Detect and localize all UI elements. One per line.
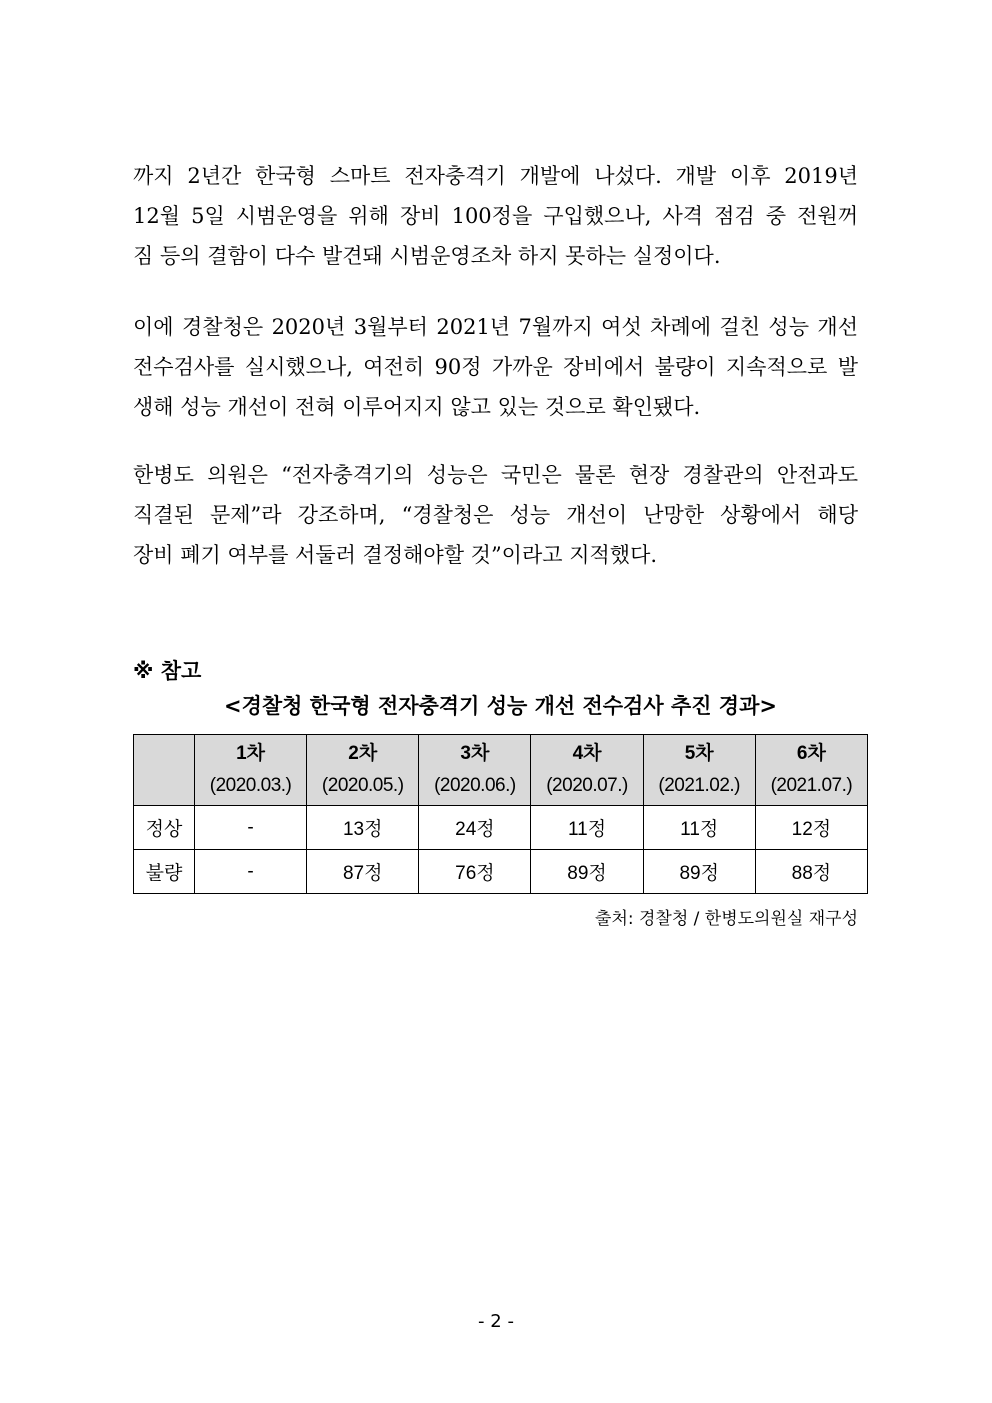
column-round-label: 2차: [348, 743, 378, 764]
reference-heading: ※ 참고: [133, 659, 202, 683]
table-cell: 89정: [531, 850, 643, 894]
table-cell: 24정: [419, 806, 531, 850]
column-round-label: 3차: [460, 743, 490, 764]
table-cell: 87정: [307, 850, 419, 894]
column-header-6: [755, 735, 867, 806]
row-label: 불량: [134, 850, 195, 894]
table-row-defective: [134, 850, 868, 894]
table-cell: -: [195, 806, 307, 850]
column-date-label: (2021.02.): [658, 775, 741, 796]
table-corner-cell: [134, 735, 195, 806]
column-round-label: 4차: [572, 743, 602, 764]
table-cell: 11정: [643, 806, 755, 850]
paragraph-line: 이에 경찰청은 2020년 3월부터 2021년 7월까지 여섯 차례에 걸친 성능 개선: [133, 315, 858, 339]
paragraph-2: [133, 307, 858, 427]
column-header-4: [531, 735, 643, 806]
column-round-label: 5차: [684, 743, 714, 764]
column-header-2: [307, 735, 419, 806]
column-date-label: (2020.07.): [546, 775, 628, 796]
paragraph-line: 장비 폐기 여부를 서둘러 결정해야할 것”이라고 지적했다.: [133, 543, 658, 567]
paragraph-line: 생해 성능 개선이 전혀 이루어지지 않고 있는 것으로 확인됐다.: [133, 395, 701, 419]
table-row-normal: [134, 806, 868, 850]
paragraph-line: 12월 5일 시범운영을 위해 장비 100정을 구입했으나, 사격 점검 중 전원꺼: [133, 204, 858, 228]
paragraph-line: 한병도 의원은 “전자충격기의 성능은 국민은 물론 현장 경찰관의 안전과도: [133, 463, 858, 487]
paragraph-3: [133, 455, 858, 575]
row-label: 정상: [134, 806, 195, 850]
column-date-label: (2020.06.): [434, 775, 516, 796]
inspection-results-table: [133, 734, 868, 894]
column-date-label: (2020.03.): [209, 775, 292, 796]
paragraph-line: 직결된 문제”라 강조하며, “경찰청은 성능 개선이 난망한 상황에서 해당: [133, 503, 858, 527]
paragraph-line: 까지 2년간 한국형 스마트 전자충격기 개발에 나섰다. 개발 이후 2019년: [133, 164, 858, 188]
column-date-label: (2020.05.): [321, 775, 404, 796]
table-title: <경찰청 한국형 전자충격기 성능 개선 전수검사 추진 경과>: [224, 694, 777, 718]
table-header-row: [134, 735, 868, 806]
table-cell: 11정: [531, 806, 643, 850]
table-cell: 88정: [755, 850, 867, 894]
paragraph-line: 전수검사를 실시했으나, 여전히 90정 가까운 장비에서 불량이 지속적으로 발: [133, 355, 858, 379]
table-cell: 12정: [755, 806, 867, 850]
column-header-3: [419, 735, 531, 806]
paragraph-1: [133, 156, 858, 276]
column-header-5: [643, 735, 755, 806]
column-header-1: [195, 735, 307, 806]
table-cell: -: [195, 850, 307, 894]
column-round-label: 1차: [236, 743, 266, 764]
page-number: - 2 -: [478, 1311, 514, 1332]
table-cell: 13정: [307, 806, 419, 850]
table-cell: 76정: [419, 850, 531, 894]
paragraph-line: 짐 등의 결함이 다수 발견돼 시범운영조차 하지 못하는 실정이다.: [133, 244, 721, 268]
source-note: 출처: 경찰청 / 한병도의원실 재구성: [595, 909, 858, 929]
table-cell: 89정: [643, 850, 755, 894]
column-round-label: 6차: [796, 743, 826, 764]
column-date-label: (2021.07.): [770, 775, 853, 796]
